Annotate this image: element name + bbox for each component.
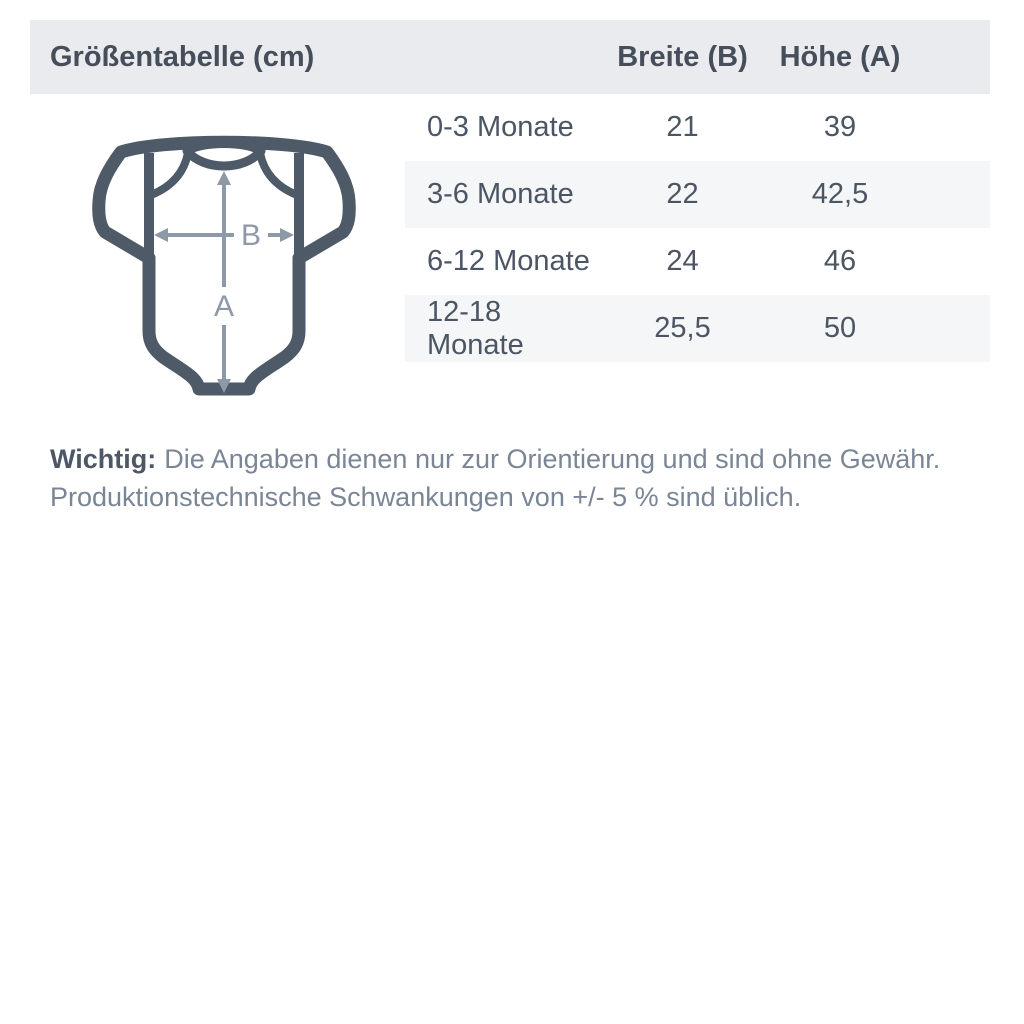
table-row (405, 295, 990, 362)
height-value: 42,5 (811, 178, 869, 210)
size-label: 12-18 Monate (427, 295, 524, 361)
height-value: 39 (823, 111, 857, 143)
width-value: 25,5 (654, 312, 711, 344)
height-value: 50 (823, 312, 857, 344)
width-value: 24 (666, 245, 699, 277)
size-label: 6-12 Monate (427, 245, 590, 277)
onesie-measurement-diagram (88, 131, 360, 407)
collar-opening (187, 144, 261, 167)
width-label: B (240, 219, 262, 252)
column-header-width: Breite (B) (617, 40, 748, 73)
height-value: 46 (823, 245, 857, 277)
footnote (50, 440, 980, 516)
footnote-line-2: Produktionstechnische Schwankungen von +/- 5 % sind üblich. (50, 482, 802, 512)
baby-bodysuit-icon (88, 131, 360, 407)
width-value: 22 (666, 178, 699, 210)
footnote-important-label: Wichtig: (50, 444, 157, 474)
size-table (405, 94, 990, 362)
page-title: Größentabelle (cm) (50, 40, 315, 73)
size-label: 3-6 Monate (427, 178, 574, 210)
column-header-height: Höhe (A) (779, 40, 901, 73)
table-row (405, 161, 990, 228)
footnote-text-1: Die Angaben dienen nur zur Orientierung und sind ohne Gewähr. (164, 444, 941, 474)
footnote-line-1 (50, 440, 980, 478)
table-header-bar (30, 20, 990, 94)
width-value: 21 (666, 111, 699, 143)
height-label: A (213, 290, 235, 323)
table-row (405, 94, 990, 161)
table-row (405, 228, 990, 295)
size-label: 0-3 Monate (427, 111, 574, 143)
